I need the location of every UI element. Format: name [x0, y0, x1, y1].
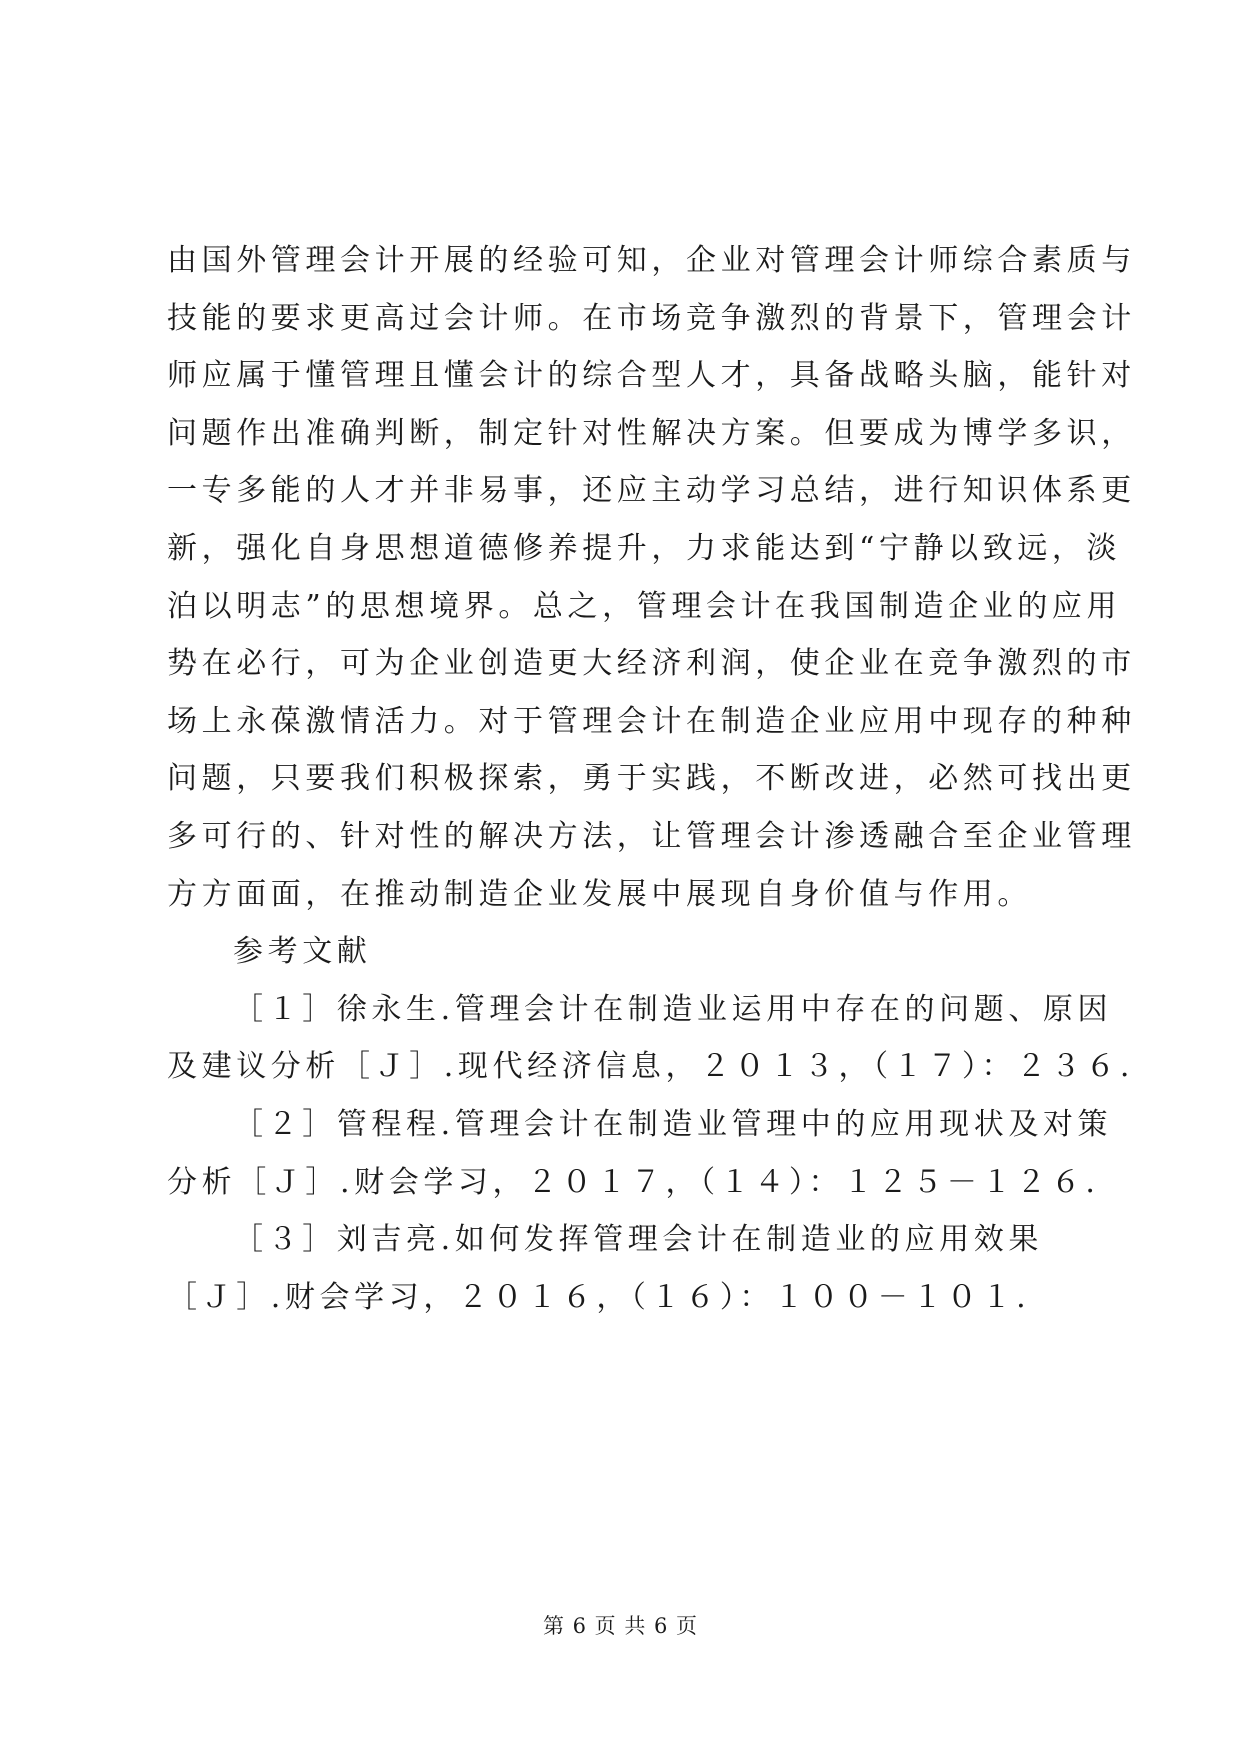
paragraph-line: 多可行的、针对性的解决方法，让管理会计渗透融合至企业管理 [167, 818, 1136, 854]
paragraph-line: 问题，只要我们积极探索，勇于实践，不断改进，必然可找出更 [167, 761, 1136, 797]
paragraph-line: 泊以明志”的思想境界。总之，管理会计在我国制造企业的应用 [167, 588, 1122, 624]
reference-1-line-2: 及建议分析［Ｊ］.现代经济信息，２０１３，（１７）：２３６. [167, 1049, 1135, 1085]
reference-3-line-1: ［３］刘吉亮.如何发挥管理会计在制造业的应用效果 [233, 1222, 1043, 1258]
references-heading: 参考文献 [233, 934, 372, 970]
paragraph-line: 一专多能的人才并非易事，还应主动学习总结，进行知识体系更 [167, 473, 1136, 509]
paragraph-line: 师应属于懂管理且懂会计的综合型人才，具备战略头脑，能针对 [167, 358, 1136, 394]
page-number-footer: 第 6 页 共 6 页 [542, 1614, 699, 1638]
paragraph-line: 问题作出准确判断，制定针对性解决方案。但要成为博学多识， [167, 415, 1136, 451]
paragraph-line: 技能的要求更高过会计师。在市场竞争激烈的背景下，管理会计 [167, 300, 1136, 336]
reference-3-line-2: ［Ｊ］.财会学习，２０１６，（１６）：１００－１０１. [167, 1279, 1031, 1315]
document-body [167, 232, 1136, 1326]
reference-2-line-2: 分析［Ｊ］.财会学习，２０１７，（１４）：１２５－１２６. [167, 1164, 1100, 1200]
paragraph-line: 场上永葆激情活力。对于管理会计在制造企业应用中现存的种种 [167, 703, 1136, 739]
paragraph-line: 由国外管理会计开展的经验可知，企业对管理会计师综合素质与 [167, 243, 1136, 278]
reference-2-line-1: ［２］管程程.管理会计在制造业管理中的应用现状及对策 [233, 1106, 1113, 1142]
paragraph-line: 方方面面，在推动制造企业发展中展现自身价值与作用。 [167, 876, 1032, 912]
reference-1-line-1: ［１］徐永生.管理会计在制造业运用中存在的问题、原因 [233, 991, 1113, 1027]
paragraph-line: 新，强化自身思想道德修养提升，力求能达到“宁静以致远，淡 [167, 530, 1122, 566]
paragraph-line: 势在必行，可为企业创造更大经济利润，使企业在竞争激烈的市 [167, 646, 1136, 682]
